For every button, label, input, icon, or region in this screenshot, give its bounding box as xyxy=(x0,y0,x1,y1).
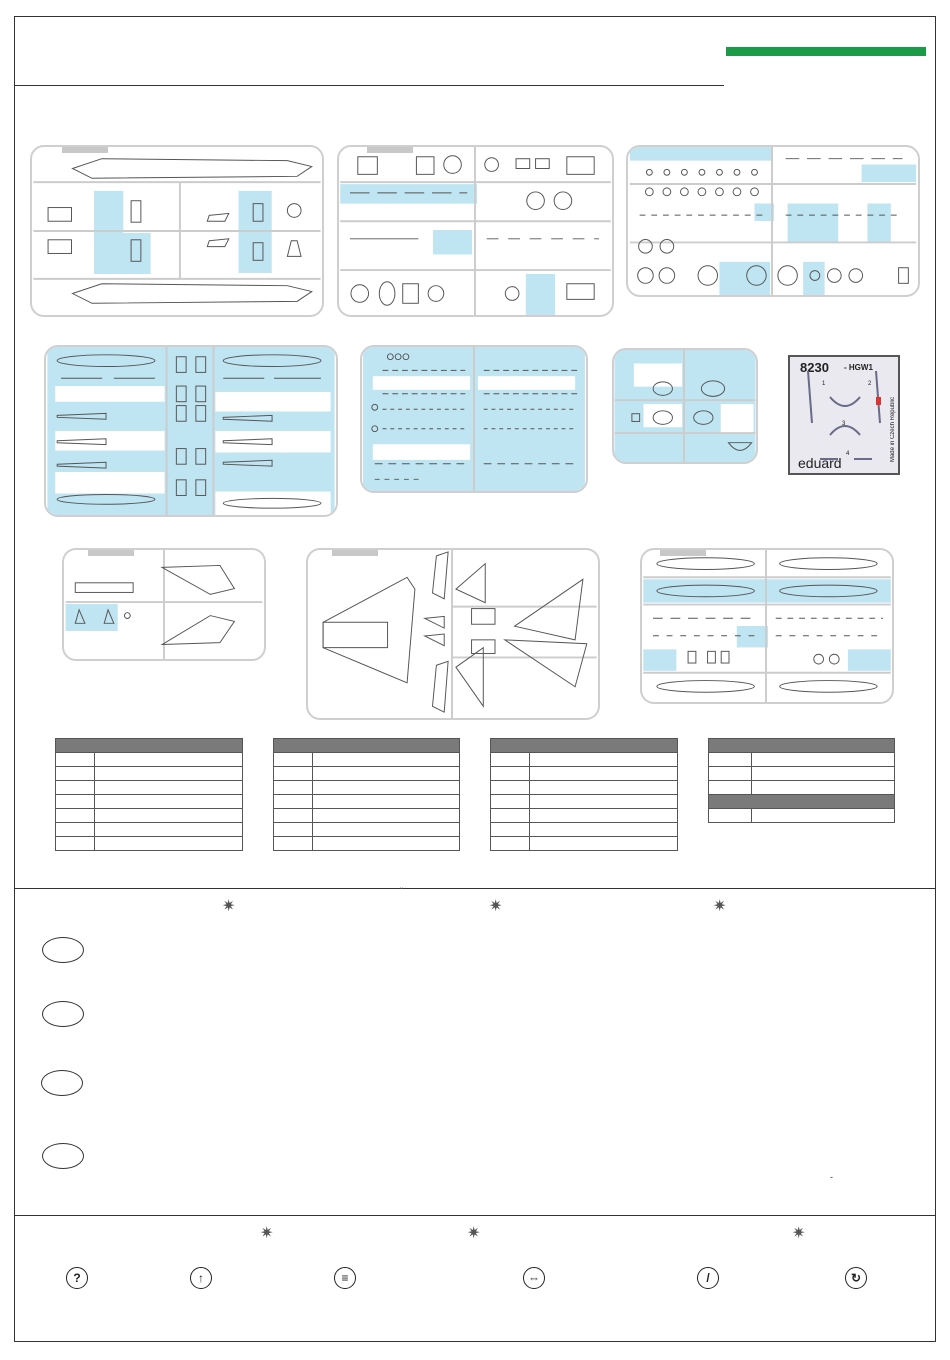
color-legend-table-2 xyxy=(273,738,460,851)
sprue-h xyxy=(306,548,600,720)
language-badge xyxy=(42,937,84,963)
chevron-down-icon: ˇ xyxy=(400,887,404,898)
star-icon: ✷ xyxy=(792,1225,806,1242)
section-divider xyxy=(14,1215,936,1216)
star-icon: ✷ xyxy=(260,1225,274,1242)
color-legend-table-4 xyxy=(708,738,895,823)
pe-code: 8230 xyxy=(800,360,829,375)
drill-icon: ≡ xyxy=(334,1267,356,1289)
sprue-a xyxy=(30,145,324,317)
pe-brand: eduard xyxy=(798,455,842,471)
pe-number: 1 xyxy=(822,381,826,387)
pe-made-in: Made in Czech Republic xyxy=(890,397,896,463)
color-legend-table-3 xyxy=(490,738,678,851)
rotate-icon: ↻ xyxy=(845,1267,867,1289)
sprue-f-parts xyxy=(614,350,756,462)
sprue-d xyxy=(44,345,338,517)
sprue-e-parts xyxy=(362,347,586,491)
star-icon: ✷ xyxy=(222,898,236,915)
pe-number: 3 xyxy=(842,421,846,427)
language-badge xyxy=(42,1001,84,1027)
sprue-g xyxy=(62,548,266,661)
section-divider xyxy=(14,888,936,889)
sprue-b-parts xyxy=(339,147,612,315)
language-badge xyxy=(41,1070,83,1096)
sprue-c-parts xyxy=(628,147,918,295)
star-icon: ✷ xyxy=(489,898,503,915)
sprue-e xyxy=(360,345,588,493)
sprue-f xyxy=(612,348,758,464)
pe-fret xyxy=(788,355,900,475)
sprue-a-parts xyxy=(32,147,322,315)
question-icon: ? xyxy=(66,1267,88,1289)
pe-number: 2 xyxy=(868,381,872,387)
sprue-i xyxy=(640,548,894,704)
star-icon: ✷ xyxy=(713,898,727,915)
sprue-c xyxy=(626,145,920,297)
dash-mark: - xyxy=(830,1172,833,1182)
color-legend-table-1 xyxy=(55,738,243,851)
sprue-g-parts xyxy=(64,550,264,659)
header-underline xyxy=(14,85,724,86)
sprue-h-parts xyxy=(308,550,598,718)
star-icon: ✷ xyxy=(467,1225,481,1242)
sprue-i-parts xyxy=(642,550,892,702)
cut-icon: / xyxy=(697,1267,719,1289)
sprue-d-parts xyxy=(46,347,336,515)
arrow-up-icon: ↑ xyxy=(190,1267,212,1289)
sprue-b xyxy=(337,145,614,317)
header-green-bar xyxy=(726,47,926,56)
pe-subtitle: - HGW1 xyxy=(844,363,873,372)
language-badge xyxy=(42,1143,84,1169)
symmetry-icon: ⇔ xyxy=(523,1267,545,1289)
pe-number: 4 xyxy=(846,451,850,457)
